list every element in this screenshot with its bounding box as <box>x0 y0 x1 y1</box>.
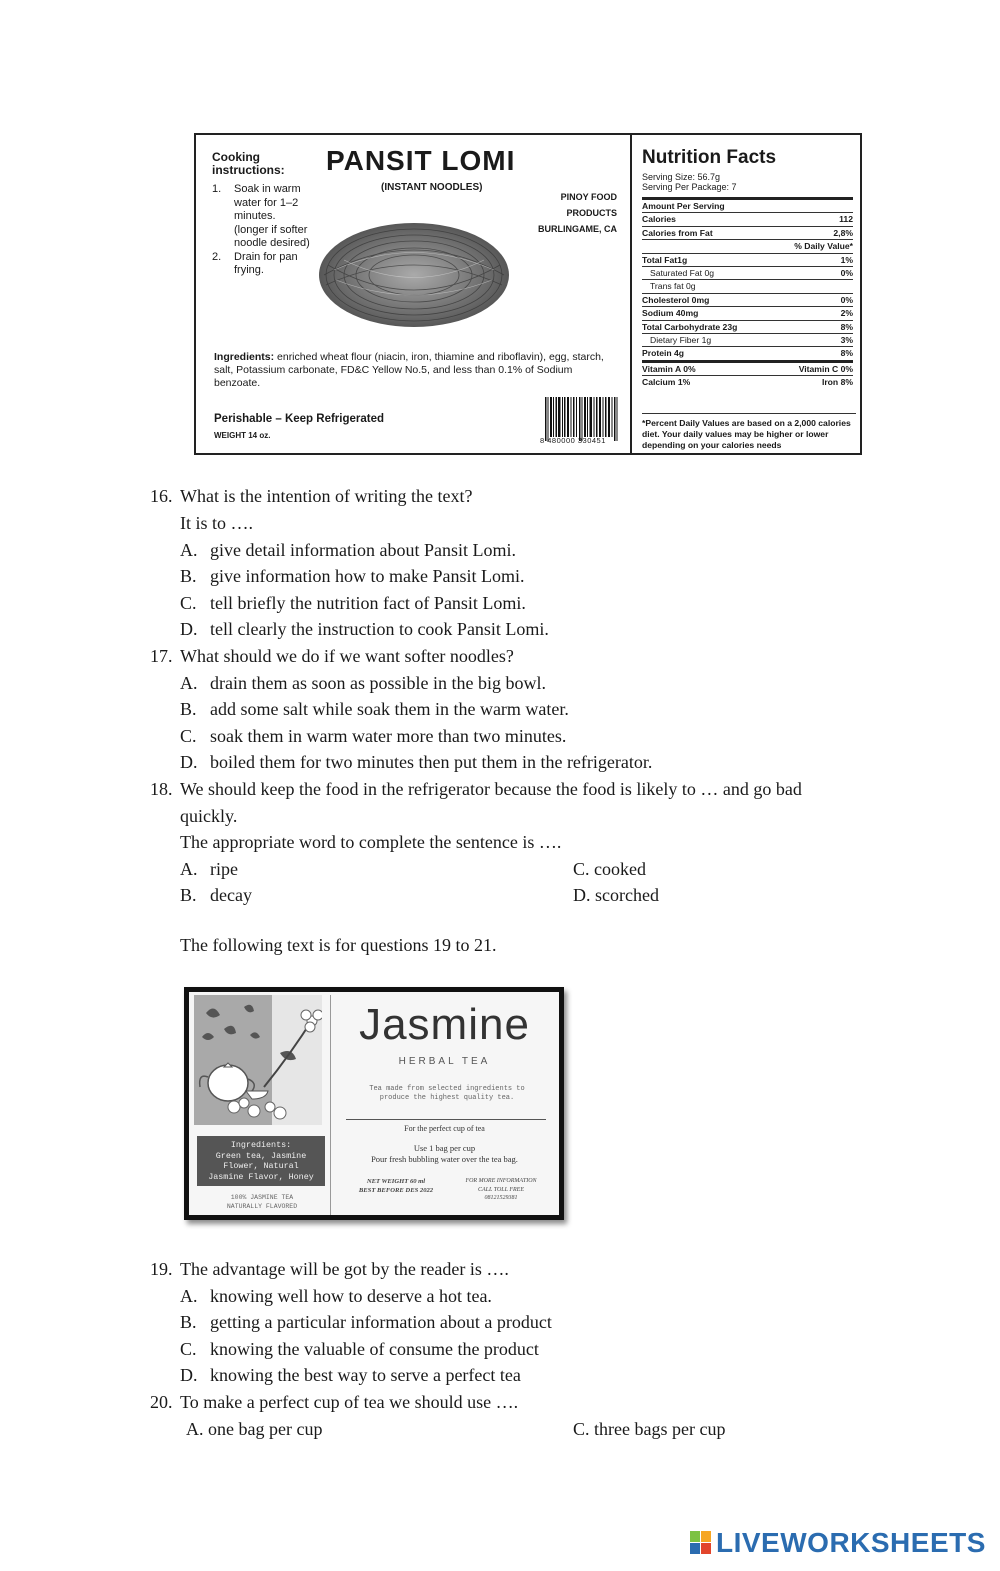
option-letter: B. <box>180 699 197 719</box>
brewing-instructions: Use 1 bag per cup Pour fresh bubbling water over the tea bag. <box>371 1143 518 1164</box>
noodles-image <box>314 215 514 335</box>
nutrition-row: Trans fat 0g <box>642 280 853 293</box>
option-letter: B. <box>180 885 197 905</box>
option-text: knowing the best way to serve a perfect tea <box>210 1365 521 1385</box>
nutrition-facts-panel <box>632 135 860 453</box>
serving-info: Serving Size: 56.7g Serving Per Package: 7 <box>642 172 737 192</box>
perfect-cup-heading: For the perfect cup of tea <box>404 1124 485 1133</box>
passage-intro: The following text is for questions 19 to 21. <box>180 935 497 955</box>
liveworksheets-logo-icon <box>690 1531 712 1555</box>
option-text: getting a particular information about a product <box>210 1312 552 1332</box>
option-letter: A. <box>180 1286 198 1306</box>
nutrition-footnote: *Percent Daily Values are based on a 2,000 calories diet. Your daily values may be higher or lower depending on your calories needs <box>642 413 856 451</box>
jasmine-title: Jasmine <box>359 1000 530 1049</box>
barcode-number: 8 480000 330451 <box>540 436 606 445</box>
jasmine-footer: 100% JASMINE TEA NATURALLY FLAVORED <box>226 1194 298 1210</box>
question-stem: The appropriate word to complete the sentence is …. <box>180 832 562 852</box>
option-text: boiled them for two minutes then put them in the refrigerator. <box>210 752 653 772</box>
option-text: ripe <box>210 859 238 879</box>
question-text-continued: quickly. <box>180 806 238 826</box>
option-letter: A. <box>180 859 198 879</box>
nutrition-row: Amount Per Serving <box>642 200 853 213</box>
option-letter: B. <box>180 566 197 586</box>
option-text: add some salt while soak them in the warm water. <box>210 699 569 719</box>
jasmine-description: Tea made from selected ingredients to produce the highest quality tea. <box>369 1085 525 1102</box>
jasmine-tea-label <box>184 987 564 1220</box>
option-letter: C. <box>180 726 197 746</box>
option-d: D. scorched <box>573 885 659 905</box>
product-subtitle: (INSTANT NOODLES) <box>381 182 483 193</box>
option-text: drain them as soon as possible in the big bowl. <box>210 673 546 693</box>
net-weight: WEIGHT 14 oz. <box>214 431 271 440</box>
question-text: To make a perfect cup of tea we should use …. <box>180 1392 519 1412</box>
manufacturer: PINOY FOOD PRODUCTS BURLINGAME, CA <box>538 192 617 234</box>
nutrition-row: Calories from Fat 2,8% <box>642 227 853 240</box>
divider-line <box>346 1119 546 1120</box>
nutrition-row: Saturated Fat 0g 0% <box>642 267 853 280</box>
option-letter: A. <box>180 540 198 560</box>
option-letter: C. <box>180 1339 197 1359</box>
option-text: soak them in warm water more than two minutes. <box>210 726 567 746</box>
jasmine-ingredients-box: Ingredients: Green tea, Jasmine Flower, Natural Jasmine Flavor, Honey <box>197 1136 325 1186</box>
question-number: 17. <box>150 646 173 666</box>
logo-text: LIVEWORKSHEETS <box>716 1527 986 1558</box>
nutrition-row: Dietary Fiber 1g 3% <box>642 334 853 347</box>
option-a: A. one bag per cup <box>186 1419 323 1439</box>
option-letter: D. <box>180 619 198 639</box>
question-stem: It is to …. <box>180 513 254 533</box>
cooking-step: 2. Drain for pan frying. <box>212 250 298 276</box>
question-number: 20. <box>150 1392 173 1412</box>
nutrition-row: Total Fat1g 1% <box>642 254 853 267</box>
option-text: give detail information about Pansit Lomi. <box>210 540 516 560</box>
nutrition-row: Cholesterol 0mg 0% <box>642 294 853 307</box>
contact-info: FOR MORE INFORMATION CALL TOLL FREE 08121529381 <box>465 1178 537 1201</box>
nutrition-row: Sodium 40mg 2% <box>642 307 853 320</box>
option-letter: C. <box>180 593 197 613</box>
nutrition-title: Nutrition Facts <box>642 147 777 168</box>
cooking-step: 1. Soak in warm water for 1–2 minutes. (longer if softer noodle desired) <box>212 183 310 249</box>
nutrition-table <box>642 197 853 389</box>
teapot-flower-icon <box>194 995 322 1125</box>
question-number: 19. <box>150 1259 173 1279</box>
question-text: The advantage will be got by the reader is …. <box>180 1259 509 1279</box>
pansit-lomi-label <box>194 133 862 455</box>
nutrition-row: Protein 4g 8% <box>642 347 853 362</box>
option-c: C. cooked <box>573 859 646 879</box>
nutrition-row: Vitamin A 0% Vitamin C 0% <box>642 363 853 376</box>
question-number: 16. <box>150 486 173 506</box>
option-letter: D. <box>180 1365 198 1385</box>
option-text: tell briefly the nutrition fact of Pansit Lomi. <box>210 593 526 613</box>
nutrition-row: Total Carbohydrate 23g 8% <box>642 321 853 334</box>
question-text: We should keep the food in the refrigerator because the food is likely to … and go bad <box>180 779 802 799</box>
nutrition-row: Calories 112 <box>642 213 853 226</box>
product-brand: PANSIT LOMI <box>326 145 516 176</box>
option-letter: D. <box>180 752 198 772</box>
question-number: 18. <box>150 779 173 799</box>
net-weight-info: NET WEIGHT 60 ml BEST BEFORE DES 2022 <box>358 1178 434 1194</box>
option-text: tell clearly the instruction to cook Pansit Lomi. <box>210 619 549 639</box>
barcode-icon <box>544 397 618 441</box>
perishable-notice: Perishable – Keep Refrigerated <box>214 413 385 425</box>
option-letter: A. <box>180 673 198 693</box>
option-text: knowing well how to deserve a hot tea. <box>210 1286 492 1306</box>
pansit-label-main-panel <box>196 135 632 453</box>
teapot-illustration <box>194 995 322 1125</box>
option-letter: B. <box>180 1312 197 1332</box>
nutrition-row: Calcium 1% Iron 8% <box>642 377 853 388</box>
question-text: What should we do if we want softer noodles? <box>180 646 514 666</box>
nutrition-row: % Daily Value* <box>642 240 853 253</box>
liveworksheets-logo[interactable] <box>690 1525 986 1561</box>
option-text: knowing the valuable of consume the product <box>210 1339 539 1359</box>
ingredients-text: Ingredients: enriched wheat flour (niacin, iron, thiamine and riboflavin), egg, starch, salt, Potassium carbonate, FD&C Yellow No.5, and less than 0.1% of Sodium benzoate. <box>214 351 604 389</box>
option-text: decay <box>210 885 252 905</box>
jasmine-subtitle: HERBAL TEA <box>398 1056 491 1067</box>
cooking-instructions-title: Cooking instructions: <box>212 150 285 177</box>
question-text: What is the intention of writing the text? <box>180 486 473 506</box>
option-c: C. three bags per cup <box>573 1419 726 1439</box>
option-text: give information how to make Pansit Lomi. <box>210 566 525 586</box>
cooking-steps <box>212 183 312 278</box>
